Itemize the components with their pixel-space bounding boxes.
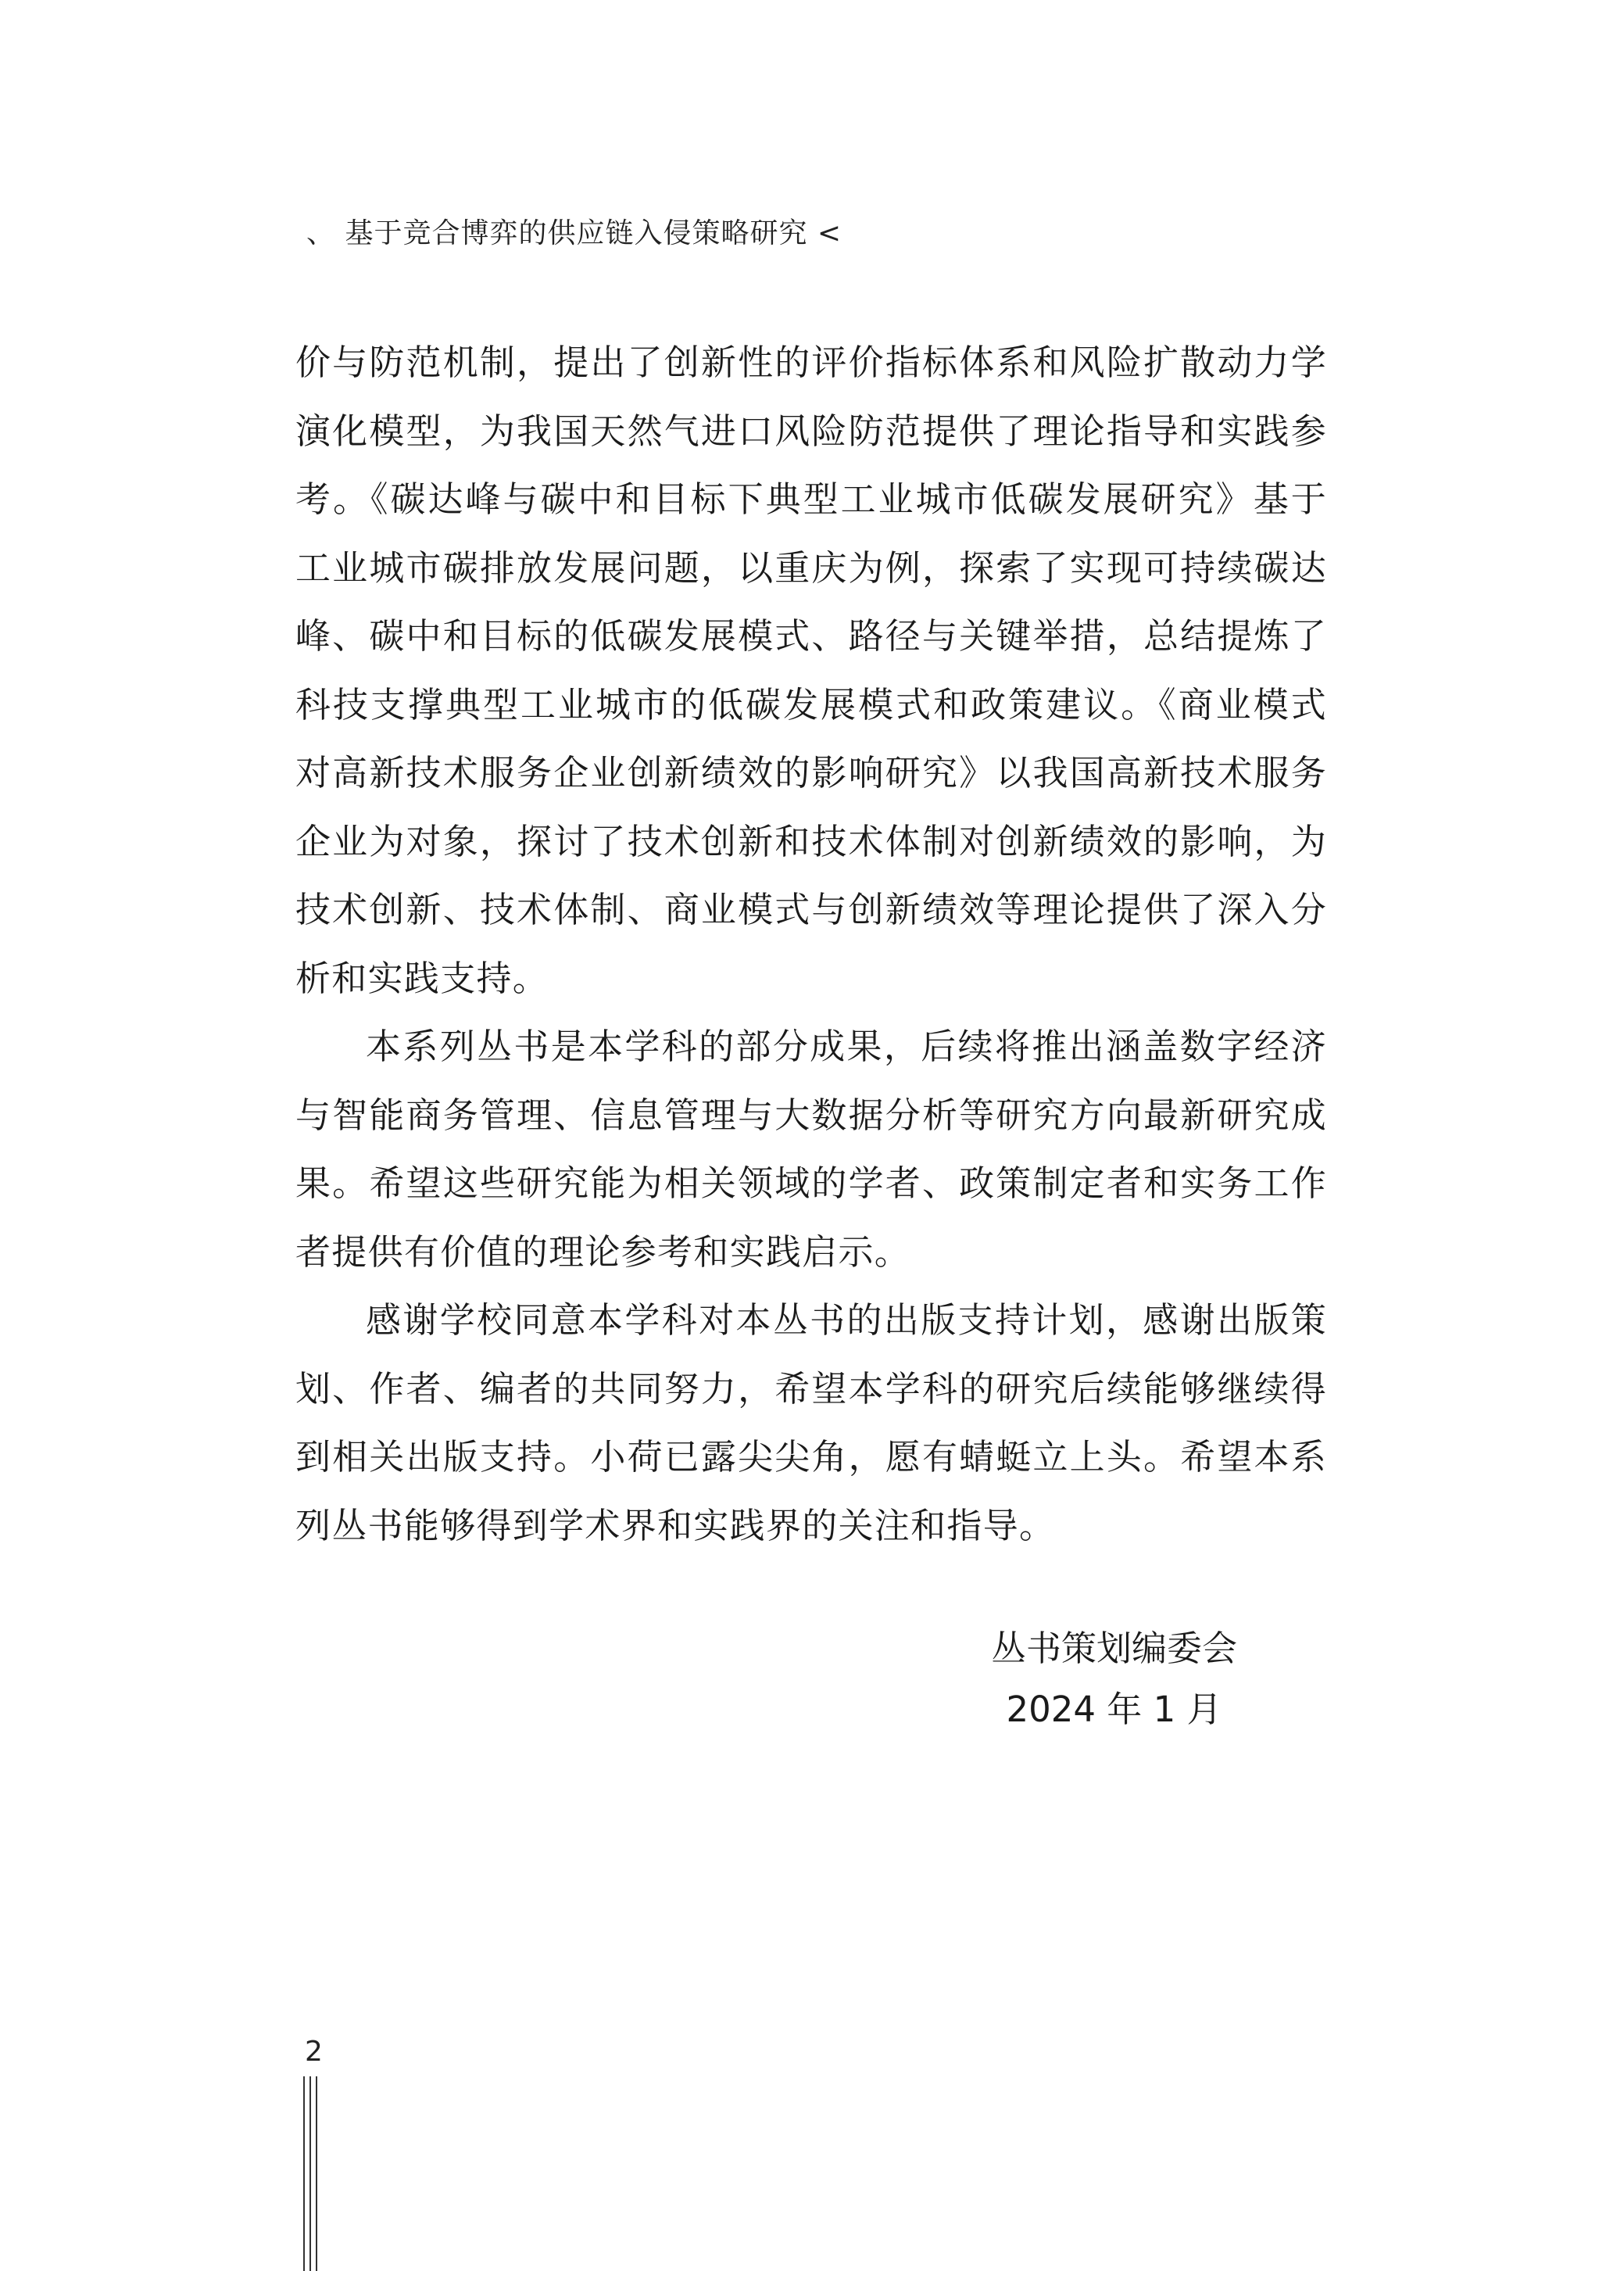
body-text bbox=[295, 328, 1327, 1560]
paragraph-1: 价与防范机制，提出了创新性的评价指标体系和风险扩散动力学演化模型，为我国天然气进口风险防范提供了理论指导和实践参考。《碳达峰与碳中和目标下典型工业城市低碳发展研究》基于工业城市碳排放发展问题，以重庆为例，探索了实现可持续碳达峰、碳中和目标的低碳发展模式、路径与关键举措，总结提炼了科技支撑典型工业城市的低碳发展模式和政策建议。《商业模式对高新技术服务企业创新绩效的影响研究》以我国高新技术服务企业为对象，探讨了技术创新和技术体制对创新绩效的影响，为技术创新、技术体制、商业模式与创新绩效等理论提供了深入分析和实践支持。 bbox=[295, 342, 1327, 999]
paragraph-2: 本系列丛书是本学科的部分成果，后续将推出涵盖数字经济与智能商务管理、信息管理与大数据分析等研究方向最新研究成果。希望这些研究能为相关领域的学者、政策制定者和实务工作者提供有价值的理论参考和实践启示。 bbox=[295, 1026, 1327, 1273]
margin-rule bbox=[309, 2076, 311, 2271]
running-header: 、 基于竞合博弈的供应链入侵策略研究 < bbox=[306, 217, 842, 249]
signature-block bbox=[991, 1618, 1237, 1740]
page-number: 2 bbox=[305, 2036, 323, 2068]
paragraph-3: 感谢学校同意本学科对本丛书的出版支持计划，感谢出版策划、作者、编者的共同努力，希望本学科的研究后续能够继续得到相关出版支持。小荷已露尖尖角，愿有蜻蜓立上头。希望本系列丛书能够得到学术界和实践界的关注和指导。 bbox=[295, 1299, 1327, 1546]
signature-author: 丛书策划编委会 bbox=[991, 1628, 1238, 1669]
margin-rule bbox=[303, 2076, 305, 2271]
signature-date: 2024 年 1 月 bbox=[1006, 1689, 1222, 1730]
margin-rule bbox=[316, 2076, 317, 2271]
